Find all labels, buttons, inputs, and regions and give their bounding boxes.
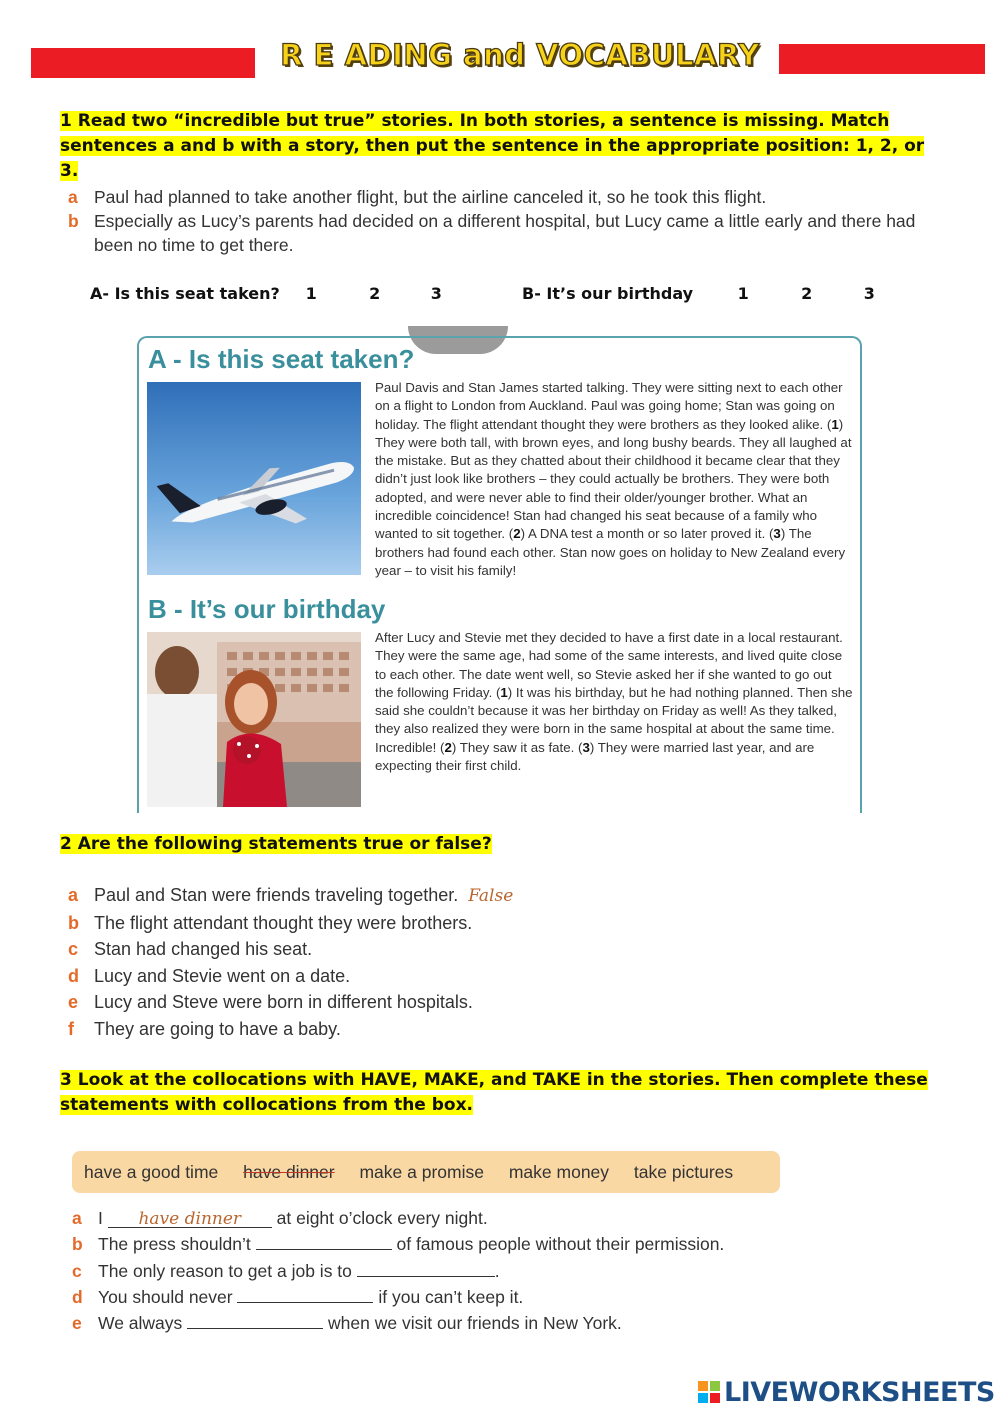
- story-b-part4: ) They were married last year, and are expecting their first child.: [375, 739, 815, 774]
- story-a-title: A - Is this seat taken?: [148, 344, 415, 374]
- story-b-title: B - It’s our birthday: [148, 594, 386, 624]
- section1-instruction: [60, 109, 930, 184]
- tf-text-c: Stan had changed his seat.: [94, 939, 313, 959]
- story-b-part2: ) It was his birthday, but he had nothing planned. Then she said she couldn’t because it was her birthday on Friday as well! As they talked, they also realized they were born in the same hospital at about the same time. Incredible! (: [375, 684, 853, 755]
- completion-after-b: of famous people without their permission.: [396, 1234, 725, 1255]
- story-a-part1: Paul Davis and Stan James started talking. They were sitting next to each other on a flight to London from Auckland. Paul was going home; Stan was going on holiday. The flight attendant thought they were brothers as they looked alike. (: [375, 380, 843, 432]
- story-b-part1: After Lucy and Stevie met they decided to have a first date in a local restaurant. They were the same age, had some of the same interests, and lived quite close to each other. The date went well, so Stevie asked her if she wanted to go out the following Friday. (: [375, 630, 843, 700]
- completion-letter-e: e: [72, 1313, 82, 1334]
- choice-a-1[interactable]: 1: [305, 284, 317, 303]
- completion-item-c: [72, 1258, 724, 1284]
- liveworksheets-logo: [724, 1377, 995, 1408]
- option-a-letter: a: [68, 187, 78, 207]
- completion-list: [72, 1206, 724, 1336]
- option-b-text: Especially as Lucy’s parents had decided on a different hospital, but Lucy came a little early and there had been no time to get there.: [94, 211, 916, 255]
- completion-item-e: [72, 1310, 724, 1336]
- completion-blank-e[interactable]: [187, 1310, 323, 1329]
- section3-instruction: [60, 1068, 930, 1118]
- completion-before-c: The only reason to get a job is to: [98, 1260, 352, 1281]
- tf-text-a: Paul and Stan were friends traveling together.: [94, 885, 459, 905]
- section3-instruction-text: 3 Look at the collocations with HAVE, MAKE, and TAKE in the stories. Then complete these statements with collocations from the box.: [60, 1070, 928, 1115]
- completion-after-c: .: [494, 1260, 500, 1281]
- completion-letter-d: d: [72, 1286, 83, 1307]
- option-a: [68, 185, 938, 209]
- completion-item-b: [72, 1231, 724, 1257]
- completion-before-a: I: [98, 1208, 103, 1228]
- story-b-text: [375, 629, 853, 775]
- tf-letter-a: a: [68, 885, 79, 905]
- story-a-marker-2: 2: [513, 526, 521, 542]
- story-a-part3: ) A DNA test a month or so later proved it. (: [520, 526, 774, 542]
- tf-text-f: They are going to have a baby.: [94, 1018, 341, 1039]
- completion-blank-c[interactable]: [357, 1258, 495, 1277]
- story-b-marker-3: 3: [582, 739, 590, 755]
- story-a-part4: ) The brothers had found each other. Stan now goes on holiday to New Zealand every year – to visit his family!: [375, 526, 846, 578]
- story-a-text: [375, 379, 853, 580]
- completion-blank-d[interactable]: [237, 1284, 373, 1303]
- tf-text-b: The flight attendant thought they were brothers.: [94, 912, 473, 933]
- completion-item-d: [72, 1284, 724, 1310]
- completion-blank-a[interactable]: [108, 1209, 272, 1228]
- choice-b-2[interactable]: 2: [801, 284, 813, 303]
- tf-item-d: [68, 963, 513, 990]
- story-b-marker-2: 2: [444, 739, 452, 755]
- choice-a-3[interactable]: 3: [430, 284, 442, 303]
- completion-item-a: [72, 1206, 724, 1231]
- choice-b-1[interactable]: 1: [737, 284, 749, 303]
- tf-text-e: Lucy and Steve were born in different hospitals.: [94, 992, 473, 1012]
- completion-before-d: You should never: [98, 1286, 233, 1307]
- completion-blank-b[interactable]: [256, 1231, 392, 1250]
- choice-a-row: [90, 284, 442, 303]
- choice-b-label: B- It’s our birthday: [522, 284, 694, 303]
- option-b: [68, 209, 938, 257]
- completion-before-e: We always: [98, 1313, 183, 1334]
- option-b-letter: b: [68, 211, 79, 231]
- word-box-item-3: make a promise: [359, 1162, 484, 1182]
- tf-list: [68, 882, 513, 1042]
- couple-image: [147, 632, 361, 807]
- completion-answer-a: have dinner: [138, 1209, 242, 1229]
- liveworksheets-logo-icon: [698, 1381, 720, 1403]
- tf-letter-e: e: [68, 992, 79, 1012]
- word-box-item-1: have a good time: [84, 1162, 219, 1182]
- completion-after-e: when we visit our friends in New York.: [328, 1313, 622, 1334]
- choice-b-3[interactable]: 3: [863, 284, 875, 303]
- header-bar-right: [779, 44, 985, 74]
- choice-b-row: [522, 284, 875, 303]
- airplane-image: [147, 382, 361, 575]
- tf-letter-f: f: [68, 1018, 74, 1039]
- section1-instruction-text: 1 Read two “incredible but true” stories. In both stories, a sentence is missing. Match sentences a and b with a story, then put the sentence in the appropriate position: 1, 2, or 3.: [60, 111, 925, 181]
- tf-letter-d: d: [68, 965, 79, 986]
- tf-item-f: [68, 1016, 513, 1043]
- completion-after-a: at eight o’clock every night.: [276, 1208, 488, 1228]
- completion-letter-a: a: [72, 1208, 82, 1228]
- tf-item-e: [68, 989, 513, 1016]
- word-box-item-4: make money: [508, 1162, 610, 1182]
- tf-answer-a[interactable]: False: [468, 886, 514, 906]
- header-bar-left: [31, 48, 255, 78]
- tf-letter-c: c: [68, 939, 79, 959]
- choice-a-label: A- Is this seat taken?: [90, 284, 280, 303]
- story-a-part2: ) They were both tall, with brown eyes, and long bushy beards. They all laughed at the mistake. But as they chatted about their childhood it became clear that they didn’t just look like brothers – they could actually be brothers. They were both adopted, and were never able to find their older/younger brother. What an incredible coincidence! Stan had changed his seat because of a family who wanted to sit together. (: [375, 416, 852, 542]
- liveworksheets-logo-text: LIVEWORKSHEETS: [724, 1377, 995, 1408]
- section2-instruction-text: 2 Are the following statements true or false?: [60, 834, 492, 854]
- story-b-part3: ) They saw it as fate. (: [451, 739, 583, 755]
- story-a-marker-1: 1: [831, 416, 839, 432]
- completion-after-d: if you can’t keep it.: [378, 1286, 524, 1307]
- completion-letter-b: b: [72, 1234, 83, 1255]
- choice-a-2[interactable]: 2: [369, 284, 381, 303]
- tf-letter-b: b: [68, 912, 79, 933]
- word-box: [72, 1151, 780, 1193]
- option-a-text: Paul had planned to take another flight, but the airline canceled it, so he took this flight.: [94, 187, 767, 207]
- page-title: R E ADING and VOCABULARY: [280, 38, 760, 72]
- story-a-marker-3: 3: [773, 526, 781, 542]
- word-box-item-5: take pictures: [633, 1162, 734, 1182]
- completion-before-b: The press shouldn’t: [98, 1234, 251, 1255]
- tf-item-b: [68, 910, 513, 937]
- word-box-item-2: have dinner: [243, 1162, 335, 1182]
- completion-letter-c: c: [72, 1260, 82, 1281]
- tf-item-a: [68, 882, 513, 910]
- story-b-marker-1: 1: [500, 684, 508, 700]
- tf-item-c: [68, 936, 513, 963]
- section2-instruction: [60, 832, 930, 857]
- tf-text-d: Lucy and Stevie went on a date.: [94, 965, 351, 986]
